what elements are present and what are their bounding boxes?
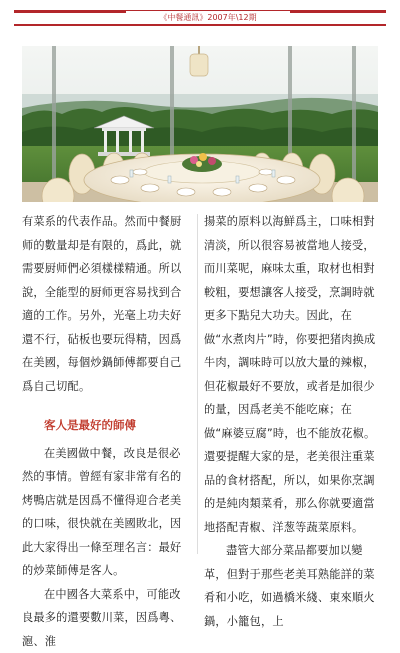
- left-column: [22, 210, 192, 653]
- left-paragraph-1: 有菜系的代表作品。然而中餐厨师的數量却是有限的，爲此，就需要厨师們必須樣樣精通。所以說，全能型的厨师更容易找到合適的工作。另外，光毫上功夫好還不行，砧板也要玩得精，因爲在美國，每個炒鍋師傅都要自己爲自己切配。: [22, 210, 192, 398]
- header-title: 《中餐通訊》2007年\12期: [126, 11, 290, 24]
- right-paragraph-2: 盡管大部分菜品都要加以變革，但對于那些老美耳熟能詳的菜肴和小吃，如過橋米綫、東來順火鍋，小籠包，上: [204, 539, 380, 633]
- column-divider: [197, 214, 198, 554]
- section-subheading: 客人是最好的師傅: [44, 414, 192, 438]
- page-header: [14, 10, 386, 32]
- left-paragraph-3: 在中國各大菜系中，可能改良最多的還要數川菜，因爲粵、滬、淮: [22, 583, 192, 653]
- restaurant-photo: [22, 46, 378, 202]
- right-column: [204, 210, 380, 633]
- left-paragraph-2: 在美國做中餐，改良是很必然的事情。曾經有家非常有名的烤鴨店就是因爲不懂得迎合老美的口味，很快就在美國敗北，因此大家得出一條至理名言：最好的炒菜師傅是客人。: [22, 442, 192, 583]
- header-rule-bottom: [14, 24, 386, 26]
- right-paragraph-1: 揚菜的原料以海鮮爲主，口味相對清淡，所以很容易被當地人接受，而川菜呢，麻味太重，取材也相對較粗，要想讓客人接受，烹調時就更多下點兒大功夫。因此，在做“水煮肉片”時，你要把猪肉换成牛肉，調味時可以放大量的辣椒，但花椒最好不要放，或者是加很少的量，因爲老美不能吃麻；在做“麻婆豆腐”時，也不能放花椒。還要提醒大家的是，老美很注重菜品的食材搭配，所以，如果你烹調的是純肉類菜肴，那么你就要適當地搭配青椒、洋葱等蔬菜原料。: [204, 210, 380, 539]
